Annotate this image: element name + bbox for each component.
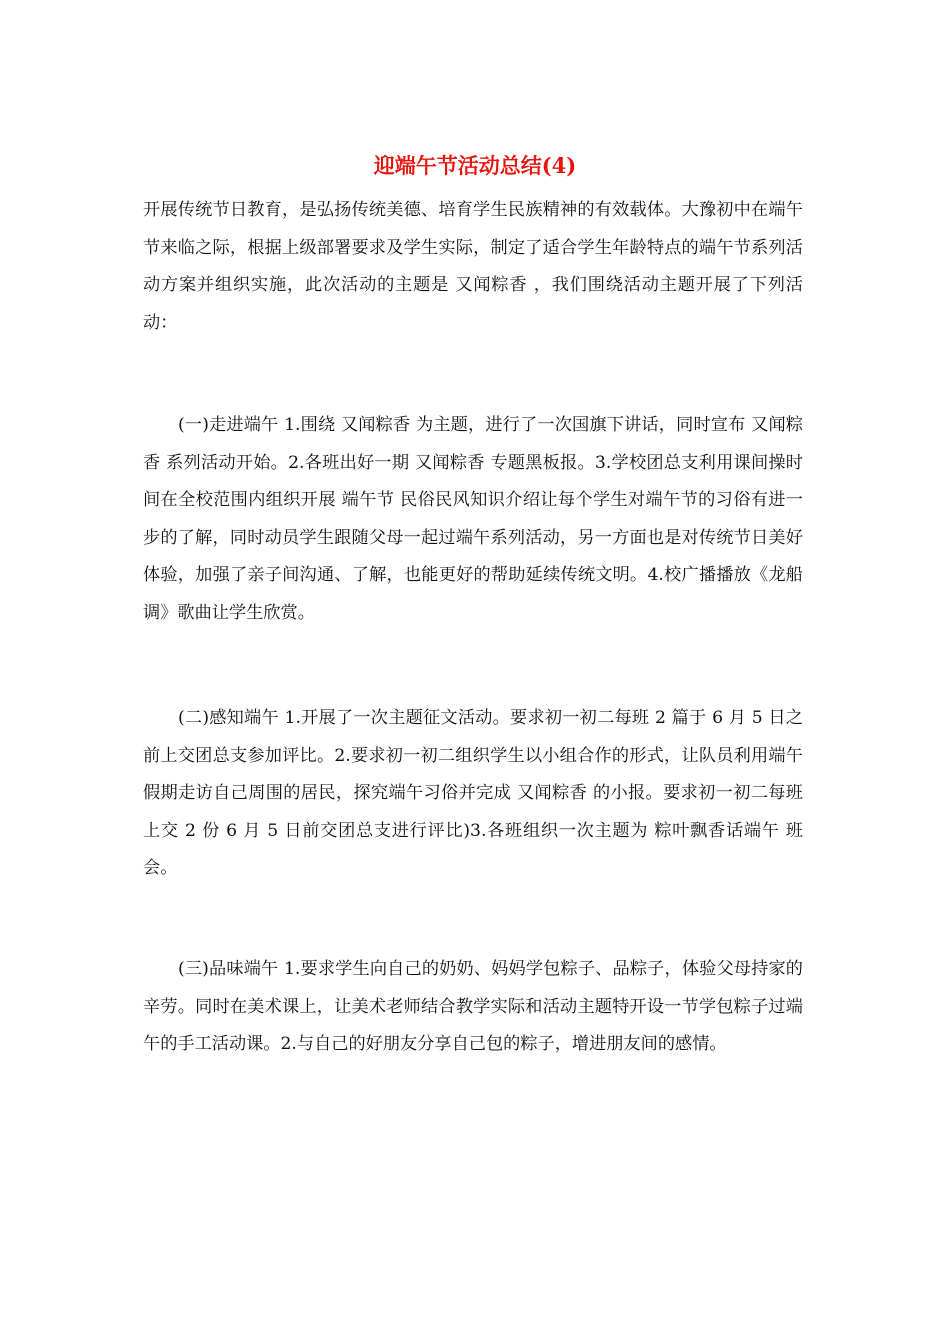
- section-one-paragraph: (一)走进端午 1.围绕 又闻粽香 为主题，进行了一次国旗下讲话，同时宣布 又闻粽香 系列活动开始。2.各班出好一期 又闻粽香 专题黑板报。3.学校团总支利用课间操时间在全校范围内组织开展 端午节 民俗民风知识介绍让每个学生对端午节的习俗有进一步的了解，同时动员学生跟随父母一起过端午系列活动，另一方面也是对传统节日美好体验，加强了亲子间沟通、了解，也能更好的帮助延续传统文明。4.校广播播放《龙船调》歌曲让学生欣赏。: [143, 415, 803, 623]
- intro-paragraph: 开展传统节日教育，是弘扬传统美德、培育学生民族精神的有效载体。大豫初中在端午节来临之际，根据上级部署要求及学生实际，制定了适合学生年龄特点的端午节系列活动方案并组织实施，此次活动的主题是 又闻粽香 ，我们围绕活动主题开展了下列活动：: [143, 200, 803, 333]
- section-two-paragraph: (二)感知端午 1.开展了一次主题征文活动。要求初一初二每班 2 篇于 6 月 5 日之前上交团总支参加评比。2.要求初一初二组织学生以小组合作的形式，让队员利用端午假期走访自己周围的居民，探究端午习俗并完成 又闻粽香 的小报。要求初一初二每班上交 2 份 6 月 5 日前交团总支进行评比)3.各班组织一次主题为 粽叶飘香话端午 班会。: [143, 708, 803, 878]
- document-title: 迎端午节活动总结(4): [373, 153, 577, 178]
- section-three-paragraph: (三)品味端午 1.要求学生向自己的奶奶、妈妈学包粽子、品粽子，体验父母持家的辛劳。同时在美术课上，让美术老师结合教学实际和活动主题特开设一节学包粽子过端午的手工活动课。2.与自己的好朋友分享自己包的粽子，增进朋友间的感情。: [143, 959, 803, 1054]
